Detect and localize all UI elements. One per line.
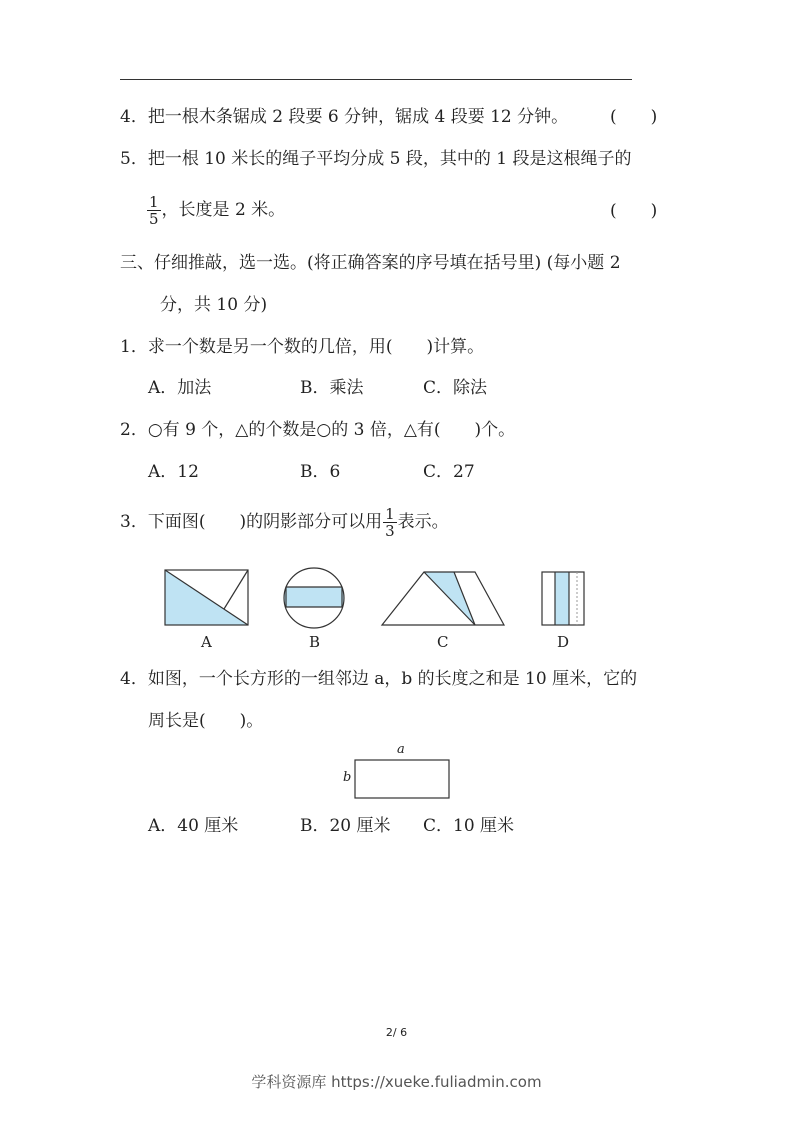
question-text: 求一个数是另一个数的几倍，用( )计算。 — [147, 337, 485, 357]
judge-question-4 — [120, 106, 568, 128]
judge-question-5 — [120, 148, 632, 170]
question-number: 1． — [120, 337, 148, 357]
question-number: 4． — [120, 107, 148, 127]
choice-question-3 — [120, 502, 449, 542]
rectangle-figure — [354, 759, 451, 800]
option-a[interactable]: A．加法 — [148, 378, 212, 398]
option-b[interactable]: B．乘法 — [300, 378, 364, 398]
fraction-one-third: $\frac{1}{3}$ — [385, 505, 395, 540]
question-text: 下面图( )的阴影部分可以用 — [147, 512, 383, 532]
rect-label-b: b — [343, 770, 352, 785]
question-number: 5． — [120, 149, 148, 169]
choice-question-2 — [120, 419, 515, 441]
question-text: 如图，一个长方形的一组邻边 a，b 的长度之和是 10 厘米，它的 — [147, 669, 638, 689]
section-title-cont: 分，共 10 分) — [160, 295, 268, 315]
question-text: 把一根 10 米长的绳子平均分成 5 段，其中的 1 段是这根绳子的 — [147, 149, 632, 169]
figure-c-label: C — [437, 633, 449, 651]
choice-question-1 — [120, 336, 484, 358]
choice-question-4 — [120, 668, 637, 690]
judge-question-5-line2 — [146, 190, 285, 230]
question-text: 表示。 — [397, 512, 449, 532]
question-number: 4． — [120, 669, 148, 689]
option-c[interactable]: C．除法 — [423, 378, 488, 398]
question-text: ○有 9 个，△的个数是○的 3 倍，△有( )个。 — [147, 420, 516, 440]
figure-d[interactable] — [541, 571, 586, 627]
question-text: ，长度是 2 米。 — [161, 200, 286, 220]
option-b[interactable]: B．6 — [300, 462, 341, 482]
answer-paren[interactable]: ( ) — [610, 107, 658, 127]
question-number: 3． — [120, 512, 148, 532]
option-b[interactable]: B．20 厘米 — [300, 816, 391, 836]
figure-c[interactable] — [380, 571, 506, 627]
question-number: 2． — [120, 420, 148, 440]
choice-question-4-line2: 周长是( )。 — [148, 711, 264, 731]
fraction-one-fifth: $\frac{1}{5}$ — [149, 193, 159, 228]
option-a[interactable]: A．12 — [148, 462, 199, 482]
section-title: 三、仔细推敲，选一选。(将正确答案的序号填在括号里) (每小题 2 — [120, 253, 621, 273]
option-c[interactable]: C．27 — [423, 462, 475, 482]
header-rule — [120, 79, 632, 80]
answer-paren[interactable]: ( ) — [610, 201, 658, 221]
rect-label-a: a — [397, 742, 405, 757]
figure-b[interactable] — [283, 567, 345, 629]
figure-a[interactable] — [164, 569, 250, 627]
question-text: 把一根木条锯成 2 段要 6 分钟，锯成 4 段要 12 分钟。 — [147, 107, 569, 127]
figure-a-label: A — [201, 633, 212, 651]
site-watermark: 学科资源库 https://xueke.fuliadmin.com — [251, 1073, 542, 1091]
figure-d-label: D — [557, 633, 570, 651]
option-c[interactable]: C．10 厘米 — [423, 816, 515, 836]
figure-b-label: B — [309, 633, 321, 651]
option-a[interactable]: A．40 厘米 — [148, 816, 239, 836]
page-number: 2/ 6 — [385, 1026, 408, 1039]
